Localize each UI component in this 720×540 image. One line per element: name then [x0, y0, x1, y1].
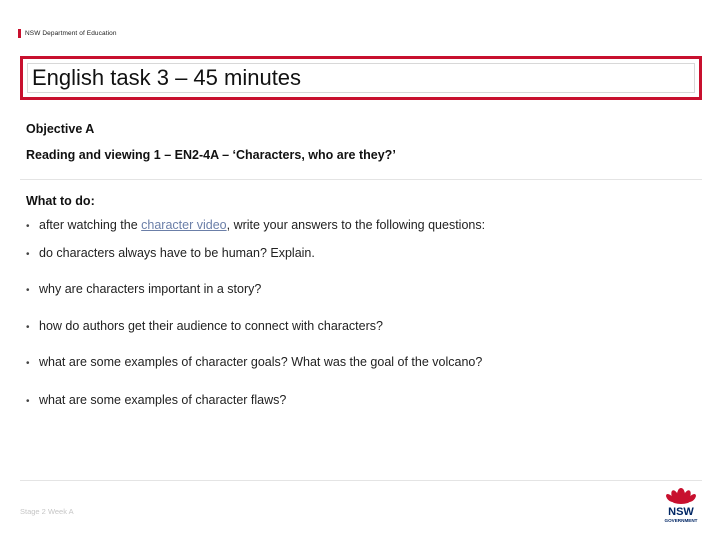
list-item	[26, 355, 482, 369]
list-item-text: what are some examples of character goals? What was the goal of the volcano?	[39, 355, 483, 369]
bullet-marker: •	[26, 221, 30, 232]
instructions-heading: What to do:	[26, 194, 95, 208]
list-item	[26, 218, 485, 232]
bullet-marker: •	[26, 322, 30, 333]
divider	[20, 179, 702, 180]
list-item-text: how do authors get their audience to connect with characters?	[39, 319, 383, 333]
footer-label: Stage 2 Week A	[20, 507, 74, 516]
nsw-government-logo	[656, 483, 706, 529]
waratah-icon	[665, 488, 698, 504]
list-item	[26, 282, 261, 296]
bullet-marker: •	[26, 396, 30, 407]
bullet-marker: •	[26, 285, 30, 296]
objective-label: Objective A	[26, 122, 95, 136]
page-title: English task 3 – 45 minutes	[32, 65, 302, 90]
bullet-marker: •	[26, 358, 30, 369]
list-item-text: after watching the	[39, 218, 142, 232]
logo-government-text: GOVERNMENT	[664, 518, 698, 523]
title-box	[20, 56, 702, 100]
bullet-marker: •	[26, 249, 30, 260]
footer-divider	[20, 480, 702, 481]
list-item-text: do characters always have to be human? Explain.	[39, 246, 315, 260]
accent-bar	[18, 29, 21, 38]
department-header	[18, 29, 117, 38]
list-item-text: why are characters important in a story?	[39, 282, 262, 296]
list-item	[26, 393, 286, 407]
list-item	[26, 246, 315, 260]
list-item-text: what are some examples of character flaws?	[39, 393, 287, 407]
list-item-text: , write your answers to the following questions:	[226, 218, 486, 232]
logo-nsw-text: NSW	[668, 506, 694, 518]
character-video-link[interactable]: character video	[141, 218, 227, 232]
department-name: NSW Department of Education	[25, 30, 117, 37]
list-item	[26, 319, 383, 333]
outcome-label: Reading and viewing 1 – EN2-4A – ‘Characters, who are they?’	[26, 148, 396, 162]
